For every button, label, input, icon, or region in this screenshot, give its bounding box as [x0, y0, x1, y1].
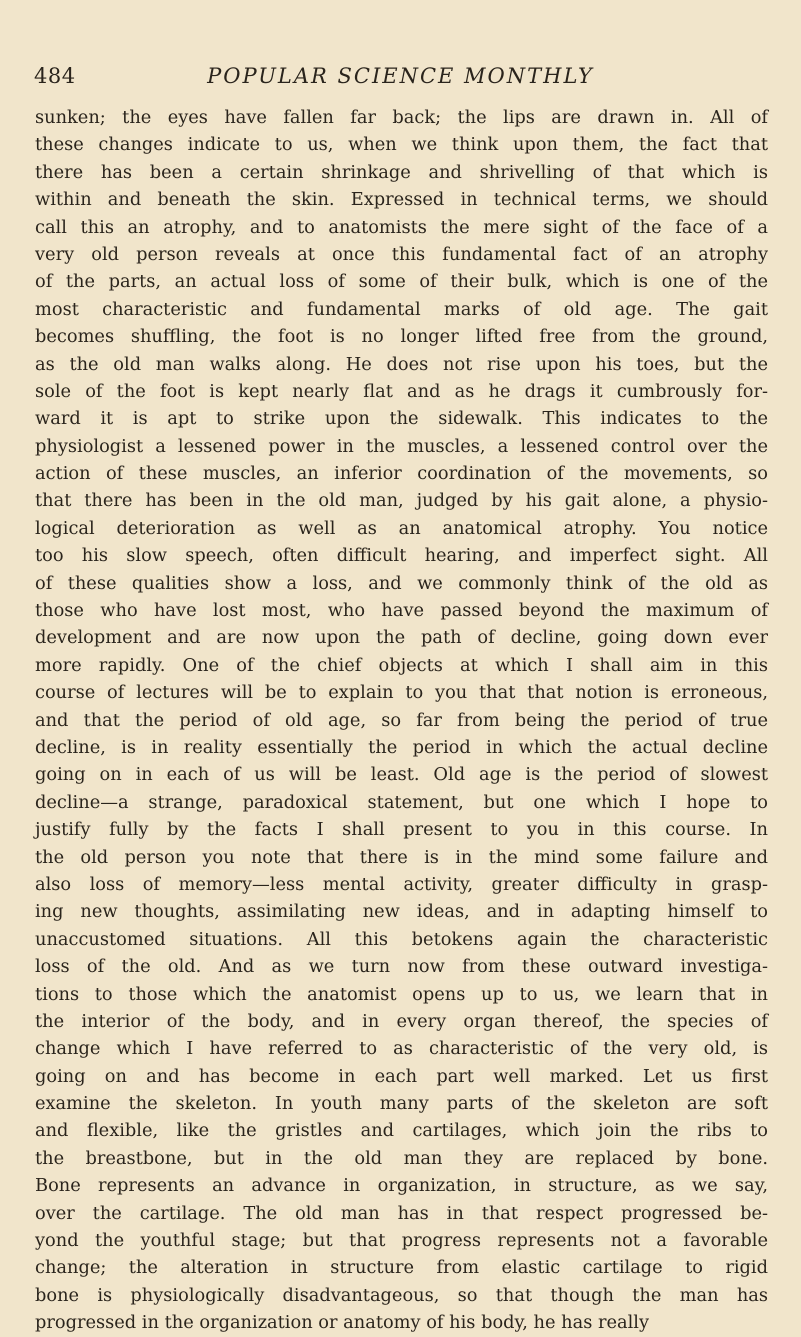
text-line: the old person you note that there is in the mind some failure and	[35, 846, 768, 868]
text-line: ward it is apt to strike upon the sidewalk. This indicates to the	[35, 408, 768, 430]
text-line: going on in each of us will be least. Old age is the period of slowest	[35, 764, 768, 786]
running-head: POPULAR SCIENCE MONTHLY	[207, 64, 594, 88]
text-line: action of these muscles, an inferior coordination of the movements, so	[35, 463, 768, 485]
text-line: change which I have referred to as characteristic of the very old, is	[35, 1038, 768, 1060]
text-line: within and beneath the skin. Expressed in technical terms, we should	[35, 189, 768, 211]
text-line: and that the period of old age, so far from being the period of true	[35, 709, 768, 731]
text-line: course of lectures will be to explain to you that that notion is erroneous,	[35, 682, 768, 704]
text-line: justify fully by the facts I shall present to you in this course. In	[35, 819, 768, 841]
text-line: the breastbone, but in the old man they are replaced by bone.	[35, 1147, 768, 1169]
text-line: ing new thoughts, assimilating new ideas, and in adapting himself to	[35, 901, 768, 923]
page-header	[0, 58, 801, 98]
text-line: Bone represents an advance in organization, in structure, as we say,	[35, 1175, 768, 1197]
body-text	[35, 104, 768, 1337]
text-line: over the cartilage. The old man has in that respect progressed be-	[35, 1202, 768, 1224]
text-line: physiologist a lessened power in the muscles, a lessened control over the	[35, 435, 768, 457]
text-line: loss of the old. And as we turn now from these outward investiga-	[35, 956, 768, 978]
text-line: more rapidly. One of the chief objects at which I shall aim in this	[35, 654, 768, 676]
text-line: the interior of the body, and in every organ thereof, the species of	[35, 1010, 768, 1032]
text-line: as the old man walks along. He does not rise upon his toes, but the	[35, 353, 768, 375]
text-line: of these qualities show a loss, and we commonly think of the old as	[35, 572, 768, 594]
text-line: also loss of memory—less mental activity, greater difficulty in grasp-	[35, 873, 768, 895]
text-line: most characteristic and fundamental marks of old age. The gait	[35, 298, 768, 320]
text-line: sole of the foot is kept nearly flat and as he drags it cumbrously for-	[35, 380, 768, 402]
text-line: development and are now upon the path of decline, going down ever	[35, 627, 768, 649]
text-line: there has been a certain shrinkage and shrivelling of that which is	[35, 161, 768, 183]
text-line: decline, is in reality essentially the period in which the actual decline	[35, 736, 768, 758]
text-line: yond the youthful stage; but that progress represents not a favorable	[35, 1230, 768, 1252]
text-line: examine the skeleton. In youth many parts of the skeleton are soft	[35, 1093, 768, 1115]
text-line: these changes indicate to us, when we think upon them, the fact that	[35, 134, 768, 156]
text-line: of the parts, an actual loss of some of their bulk, which is one of the	[35, 271, 768, 293]
text-line: tions to those which the anatomist opens up to us, we learn that in	[35, 983, 768, 1005]
text-line: logical deterioration as well as an anatomical atrophy. You notice	[35, 517, 768, 539]
text-line: sunken; the eyes have fallen far back; the lips are drawn in. All of	[35, 107, 768, 128]
text-line: progressed in the organization or anatomy of his body, he has really	[35, 1312, 650, 1334]
text-line: becomes shuffling, the foot is no longer lifted free from the ground,	[35, 326, 768, 348]
text-line: change; the alteration in structure from elastic cartilage to rigid	[35, 1257, 768, 1279]
text-line: those who have lost most, who have passed beyond the maximum of	[35, 600, 768, 622]
page-number: 484	[34, 64, 76, 88]
text-line: very old person reveals at once this fundamental fact of an atrophy	[35, 243, 768, 265]
text-line: decline—a strange, paradoxical statement, but one which I hope to	[35, 791, 768, 813]
text-line: unaccustomed situations. All this betokens again the characteristic	[35, 928, 768, 950]
text-line: too his slow speech, often difficult hearing, and imperfect sight. All	[35, 545, 768, 567]
text-line: bone is physiologically disadvantageous, so that though the man has	[35, 1284, 768, 1306]
text-line: that there has been in the old man, judged by his gait alone, a physio-	[35, 490, 768, 512]
text-line: call this an atrophy, and to anatomists the mere sight of the face of a	[35, 216, 768, 238]
text-line: going on and has become in each part well marked. Let us first	[35, 1065, 768, 1087]
text-line: and flexible, like the gristles and cartilages, which join the ribs to	[35, 1120, 768, 1142]
